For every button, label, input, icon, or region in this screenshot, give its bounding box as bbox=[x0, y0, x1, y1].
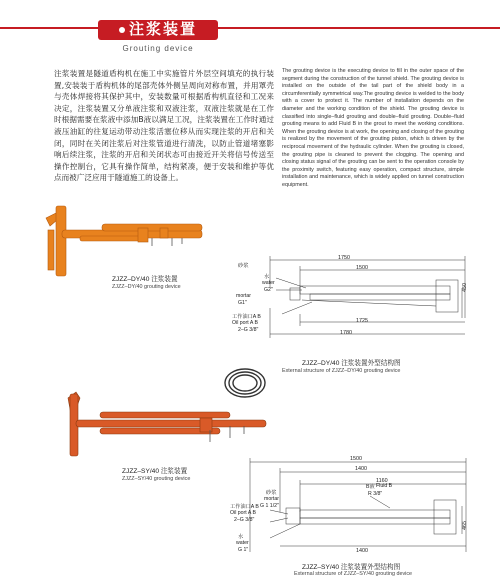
sy40-dim-1400-top: 1400 bbox=[355, 466, 367, 472]
dy40-caption-en: ZJZZ–DY/40 grouting device bbox=[112, 284, 181, 290]
sy40-device-photo bbox=[60, 390, 270, 460]
intro-english: The grouting device is the executing device to fill in the outer space of the segment during the construction of the tunnel shield. The grouting device is installed on the outside of the tail part of the shield body in a circumferentially symmetrical way.The grouting device is welded to the body with a cover to protect it. The number of installation depends on the diameter and the working condition of the shield. The grouting device is classified into single–fluid grouting and double–fluid grouting. Double–fluid grouting means to add Fluid B in the grout to meet the working conditions. When the grouting device is at work, the opening and closing of the grouting is realized by the movement of the grouting piston, which is driven by the reciprocal movement of the hydraulic cylinder. When the grouting is closed, the grouting pipe is cleaned to prevent the clogging. The opening and closing status signal of the grouting can be sent to the operation console by the proximity switch, featuring easy operation, compact structure, simple installation and maintenance, which is widely applied on tunnel construction equipment. bbox=[282, 68, 464, 188]
dy40-dim-1725: 1725 bbox=[356, 318, 368, 324]
title-bar bbox=[0, 20, 500, 36]
sy40-oil-en: Oil port A B bbox=[230, 510, 256, 516]
dy40-oil-port: 2–G 3/8" bbox=[238, 327, 259, 333]
section-title-text: 注浆装置 bbox=[128, 21, 197, 38]
page-header bbox=[0, 0, 500, 62]
dy40-water-en: water bbox=[262, 280, 275, 286]
dy40-dim-450: 450 bbox=[462, 283, 468, 292]
dy40-dim-1780: 1780 bbox=[340, 330, 352, 336]
sy40-dim-1400-bottom: 1400 bbox=[356, 548, 368, 554]
sy40-drawing-caption-en: External structure of ZJZZ–SY/40 grouting device bbox=[294, 571, 413, 577]
sy40-mortar-cn: 砂浆 bbox=[266, 490, 277, 496]
sy40-oil-cn: 工作油口A B bbox=[230, 504, 259, 510]
sy40-fluidb-port: R 3/8" bbox=[368, 491, 383, 497]
sy40-caption-en: ZJZZ–SY/40 grouting device bbox=[122, 476, 191, 482]
dy40-dim-1500: 1500 bbox=[356, 265, 368, 271]
dy40-drawing-caption-cn: ZJZZ–DY/40 注浆装置外型结构图 bbox=[302, 360, 401, 367]
sy40-dim-465: 465 bbox=[462, 521, 468, 530]
sy40-dim-1500: 1500 bbox=[350, 456, 362, 462]
dy40-oil-cn: 工作油口A B bbox=[232, 314, 261, 320]
sy40-mortar-port: G 1 1/2" bbox=[260, 503, 279, 509]
dy40-mortar-en: mortar bbox=[236, 293, 251, 299]
sy40-mortar-en: mortar bbox=[264, 496, 279, 502]
sy40-drawing-caption-cn: ZJZZ–SY/40 注浆装置外型结构图 bbox=[302, 564, 401, 571]
title-rule-right bbox=[218, 27, 500, 29]
sy40-dim-1160: 1160 bbox=[376, 478, 388, 484]
dy40-water-port: G2" bbox=[264, 287, 273, 293]
dy40-oil-en: Oil port A B bbox=[232, 320, 258, 326]
section-subtitle: Grouting device bbox=[122, 44, 194, 53]
sy40-fluidb-en: Fluid B bbox=[376, 483, 393, 489]
dy40-outline-drawing bbox=[240, 248, 470, 348]
dy40-water-cn: 水 bbox=[264, 274, 270, 280]
bullet-icon bbox=[119, 27, 125, 33]
sy40-oil-port: 2–G 3/8" bbox=[234, 517, 255, 523]
sy40-water-cn: 水 bbox=[238, 534, 244, 540]
dy40-mortar-port: G1" bbox=[238, 300, 247, 306]
sy40-water-en: water bbox=[236, 540, 249, 546]
dy40-device-photo bbox=[42, 200, 202, 280]
intro-chinese: 注浆装置是隧道盾构机在施工中实施管片外层空间填充的执行装置,安装装于盾构机体的尾部壳体外侧呈周向对称布置，并用罩壳与壳体焊接将其保护其中，安装数量可根据盾构机直径和工况来决定，注浆装置又分单液注浆和双液注浆，双液注浆就是在工作时根据需要在浆液中添加B液以满足工况，注浆装置在工作时通过液压油缸的往复运动带动注浆活塞位移从而实现注浆的开启和关闭，同时在关闭注浆后对注浆管道进行清洗，以防止管道堵塞影响后续注浆，注浆的开启和关闭状态可由接近开关将信号传送至操作控制台，它具有操作简单，结构紧凑，便于安装和维护等优点而被广泛应用于隧道施工的设备上。 bbox=[54, 69, 274, 183]
sy40-water-port: G 1" bbox=[238, 547, 249, 553]
sy40-fluidb-cn: B液 bbox=[366, 484, 375, 490]
dy40-drawing-caption-en: External structure of ZJZZ–DY/40 grouting device bbox=[282, 368, 401, 374]
title-rule-left bbox=[0, 27, 98, 29]
section-title bbox=[98, 20, 218, 40]
dy40-mortar-cn: 砂浆 bbox=[238, 263, 249, 269]
dy40-caption-cn: ZJZZ–DY/40 注浆装置 bbox=[112, 276, 178, 283]
sy40-caption-cn: ZJZZ–SY/40 注浆装置 bbox=[122, 468, 188, 475]
dy40-dim-1750: 1750 bbox=[338, 255, 350, 261]
